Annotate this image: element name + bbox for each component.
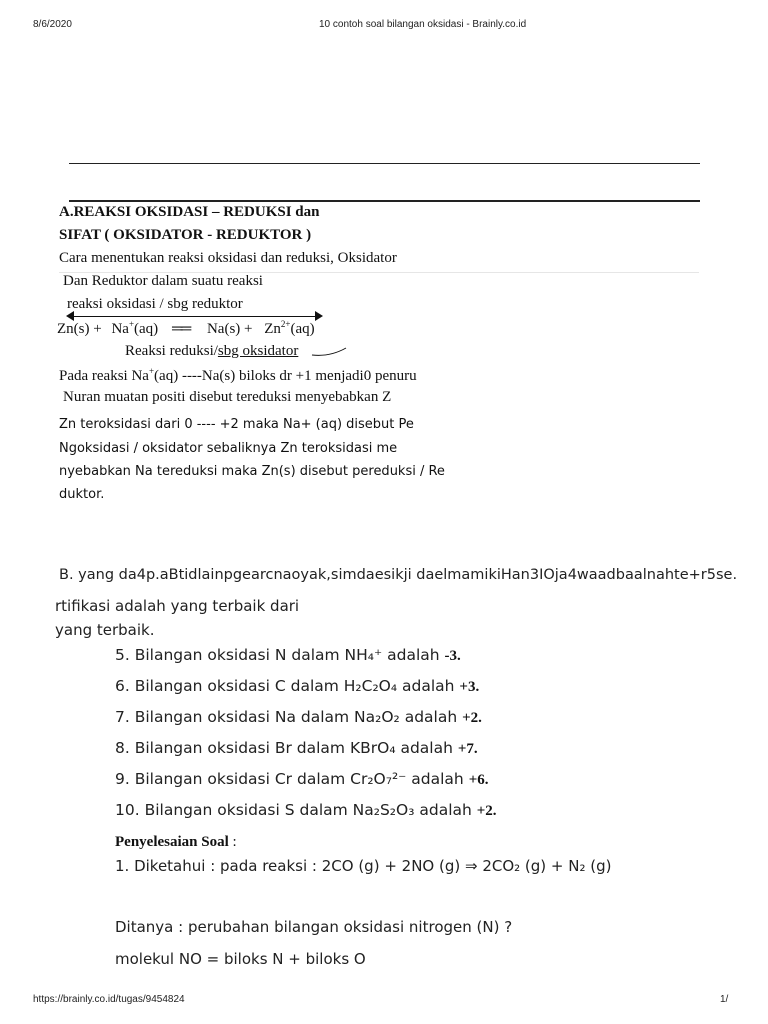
print-date: 8/6/2020 [33, 19, 72, 30]
equilibrium-sign: ══ [171, 321, 190, 337]
top-rule [69, 163, 700, 164]
solution-line-2: Ditanya : perubahan bilangan oksidasi nitrogen (N) ? [115, 918, 513, 936]
section-b-line-2: rtifikasi adalah yang terbaik dari [55, 597, 300, 615]
section-a-line-5: Zn teroksidasi dari 0 ---- +2 maka Na+ (aq) disebut Pe [59, 417, 414, 432]
solution-line-1: 1. Diketahui : pada reaksi : 2CO (g) + 2NO (g) ⇒ 2CO₂ (g) + N₂ (g) [115, 857, 612, 875]
equation-zn: Zn(s) + [57, 321, 102, 337]
section-b-line-3: yang terbaik. [55, 621, 155, 639]
label-oxidation: reaksi oksidasi / sbg reduktor [67, 296, 243, 312]
reduction-curve-icon [310, 343, 350, 359]
equation-na: Na+(aq) [111, 319, 159, 337]
equation-zn2: $Zn^{2+}(aq)$ [264, 319, 315, 337]
question-item: 10. Bilangan oksidasi S dalam Na₂S₂O₃ adalah +2. [115, 801, 497, 819]
question-item: 8. Bilangan oksidasi Br dalam KBrO₄ adalah +7. [115, 739, 478, 757]
section-a-line-7: nyebabkan Na tereduksi maka Zn(s) disebut pereduksi / Re [59, 464, 445, 479]
equation-nas: Na(s) + [206, 321, 253, 337]
solution-line-3: molekul NO = biloks N + biloks O [115, 950, 366, 968]
question-item: 5. Bilangan oksidasi N dalam NH₄⁺ adalah -3. [115, 646, 461, 664]
question-item: 9. Bilangan oksidasi Cr dalam Cr₂O₇²⁻ adalah +6. [115, 770, 489, 788]
section-a-line-4: Nuran muatan positi disebut tereduksi menyebabkan Z [63, 389, 392, 405]
label-reduction: Reaksi reduksi/sbg oksidator [125, 343, 299, 359]
section-a-line-3: Pada reaksi Na+(aq) ----Na(s) biloks dr +1 menjadi0 penuru [59, 366, 417, 384]
arrow-head-right-icon [315, 311, 323, 321]
section-a-heading-1: A.REAKSI OKSIDASI – REDUKSI dan [59, 204, 320, 220]
question-item: 6. Bilangan oksidasi C dalam H₂C₂O₄ adalah +3. [115, 677, 480, 695]
section-a-line-2: Dan Reduktor dalam suatu reaksi [63, 273, 263, 289]
print-title: 10 contoh soal bilangan oksidasi - Brainly.co.id [319, 19, 527, 30]
second-rule [69, 200, 700, 202]
question-item: 7. Bilangan oksidasi Na dalam Na₂O₂ adalah +2. [115, 708, 482, 726]
section-a-heading-2: SIFAT ( OKSIDATOR - REDUKTOR ) [59, 227, 312, 243]
section-b-line-1: B. yang da4p.aBtidlainpgearcnaoyak,simdaesikji daelmamikiHan3IOja4waadbaalnahte+r5se. [59, 567, 738, 583]
oxidation-arrow [70, 316, 320, 317]
section-a-line-8: duktor. [59, 487, 105, 502]
section-a-line-1: Cara menentukan reaksi oksidasi dan reduksi, Oksidator [59, 250, 397, 266]
section-a-line-6: Ngoksidasi / oksidator sebaliknya Zn teroksidasi me [59, 441, 398, 456]
print-page-number: 1/ [720, 994, 729, 1005]
print-url: https://brainly.co.id/tugas/9454824 [33, 994, 185, 1005]
solution-heading: Penyelesaian Soal : [115, 834, 237, 850]
equation [57, 319, 315, 338]
